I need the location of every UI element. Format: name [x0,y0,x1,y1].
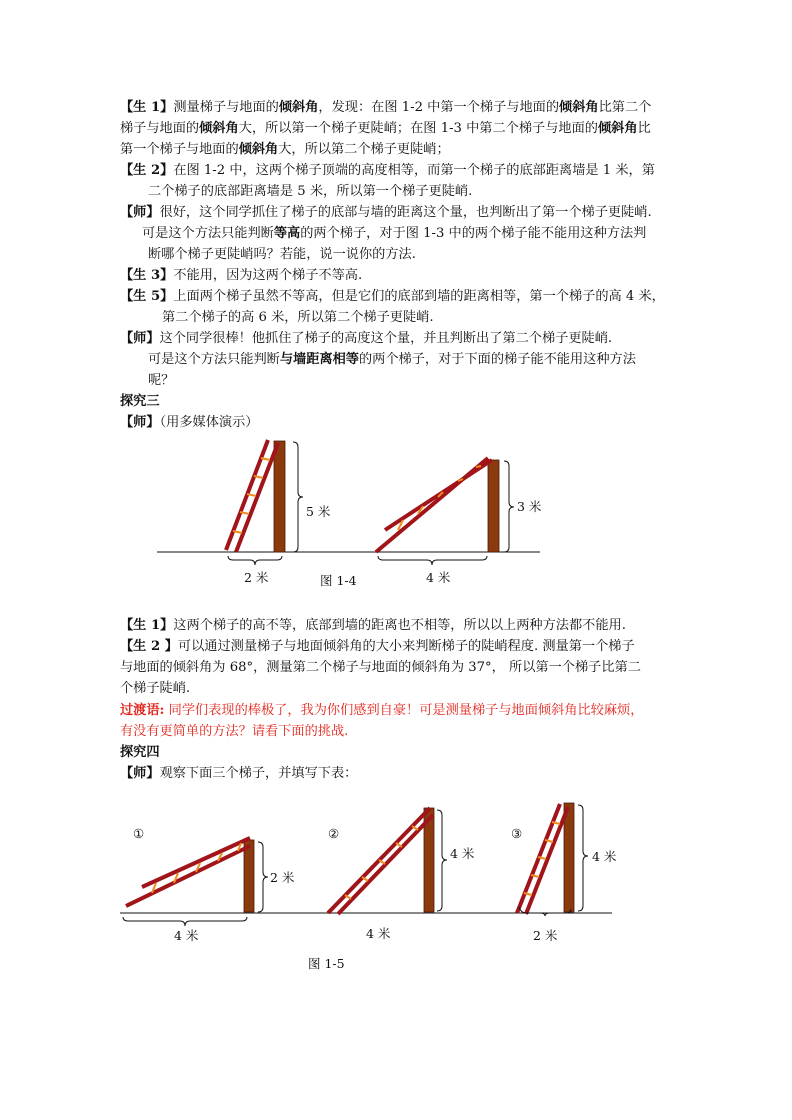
text: 这个同学很棒！他抓住了梯子的高度这个量，并且判断出了第二个梯子更陡峭. [159,331,613,346]
ladder-number-1: ① [133,826,145,841]
text: 梯子与地面的 [120,121,200,136]
text: 大，所以第二个梯子更陡峭； [278,142,450,157]
text: 很好，这个同学抓住了梯子的底部与墙的距离这个量，也判断出了第一个梯子更陡峭. [159,205,652,220]
speaker-tag: 【师】 [120,415,160,430]
text: 大，所以第一个梯子更陡峭；在图 1-3 中第二个梯子与地面的 [238,121,598,136]
transition-line2: 有没有更简单的方法？请看下面的挑战. [120,724,349,739]
speaker-tag: 【生 2 】 [120,639,178,654]
t2-line3: 呢？ [148,373,175,388]
text: 同学们表现的棒极了，我为你们感到自豪！可是测量梯子与地面倾斜角比较麻烦， [164,703,644,718]
ladder-number-2: ② [328,826,340,841]
figure-caption: 图 1-4 [320,573,357,588]
ladder-1 [126,838,250,906]
text: （用多媒体演示） [159,415,259,430]
height-brace [437,810,447,911]
figure-caption: 图 1-5 [308,956,345,971]
emphasis: 倾斜角 [238,142,279,157]
text: 不能用，因为这两个梯子不等高. [173,268,363,283]
wall [564,803,574,912]
s2-line2: 二个梯子的底部距离墙是 5 米，所以第一个梯子更陡峭. [148,184,473,199]
text: 可是这个方法只能判断 [148,352,280,367]
ladder-2 [328,808,433,914]
wall [244,840,254,912]
ladder1-height-label: 2 米 [270,870,295,885]
s2b-line3: 个梯子陡峭. [120,681,191,696]
speaker-tag: 【师】 [120,205,160,220]
height-brace [258,842,268,912]
ladder2-height-label: 3 米 [517,499,542,514]
ladder-3 [517,804,568,914]
emphasis: 与墙距离相等 [279,352,359,367]
s2b-line2: 与地面的倾斜角为 68°，测量第二个梯子与地面的倾斜角为 37°， 所以第一个梯子比第二 [120,660,641,675]
s5-line2: 第二个梯子的高 6 米，所以第二个梯子更陡峭. [162,310,434,325]
speaker-tag: 【生 5】 [120,289,174,304]
text: 的两个梯子，对于图 1-3 中的两个梯子能不能用这种方法判 [300,226,647,241]
emphasis: 倾斜角 [598,121,638,136]
text: 在图 1-2 中，这两个梯子顶端的高度相等，而第一个梯子的底部距离墙是 1 米，第 [173,163,655,178]
text: 比 [637,121,651,136]
text: 这两个梯子的高不等，底部到墙的距离也不相等，所以以上两种方法都不能用. [173,618,626,633]
text: 测量梯子与地面的 [173,100,279,115]
speaker-tag: 【生 1】 [120,618,174,633]
ladder3-base-label: 2 米 [533,928,558,943]
transition-tag: 过渡语: [120,703,165,718]
base-brace [123,917,247,926]
t1-line3: 断哪个梯子更陡峭吗？若能，说一说你的方法. [148,247,416,262]
section-heading-4: 探究四 [120,745,160,760]
speaker-tag: 【师】 [120,331,160,346]
text: 可以通过测量梯子与地面倾斜角的大小来判断梯子的陡峭程度. 测量第一个梯子 [177,639,635,654]
text: 上面两个梯子虽然不等高，但是它们的底部到墙的距离相等，第一个梯子的高 4 米， [173,289,665,304]
ladder2-base-label: 4 米 [366,926,391,941]
emphasis: 倾斜角 [199,121,239,136]
text: 第一个梯子与地面的 [120,142,239,157]
emphasis: 倾斜角 [278,100,319,115]
section-heading-3: 探究三 [120,394,160,409]
speaker-tag: 【生 1】 [120,100,174,115]
ladder2-base-label: 4 米 [426,570,451,585]
ladder1-base-label: 4 米 [174,928,199,943]
height-brace [578,805,588,911]
speaker-tag: 【生 3】 [120,268,174,283]
emphasis: 倾斜角 [559,100,599,115]
text: 观察下面三个梯子，并填写下表： [159,766,358,781]
speaker-tag: 【师】 [120,766,160,781]
ladder1-height-label: 5 米 [306,504,331,519]
emphasis: 等高 [273,226,301,241]
ladder-number-3: ③ [511,826,523,841]
ladder2-height-label: 4 米 [450,846,475,861]
speaker-tag: 【生 2】 [120,163,174,178]
ladder1-base-label: 2 米 [244,570,269,585]
text: 比第二个 [598,100,652,115]
text: ，发现：在图 1-2 中第一个梯子与地面的 [318,100,560,115]
text: 可是这个方法只能判断 [142,226,274,241]
ladder3-height-label: 4 米 [592,849,617,864]
text: 的两个梯子，对于下面的梯子能不能用这种方法 [359,352,636,367]
